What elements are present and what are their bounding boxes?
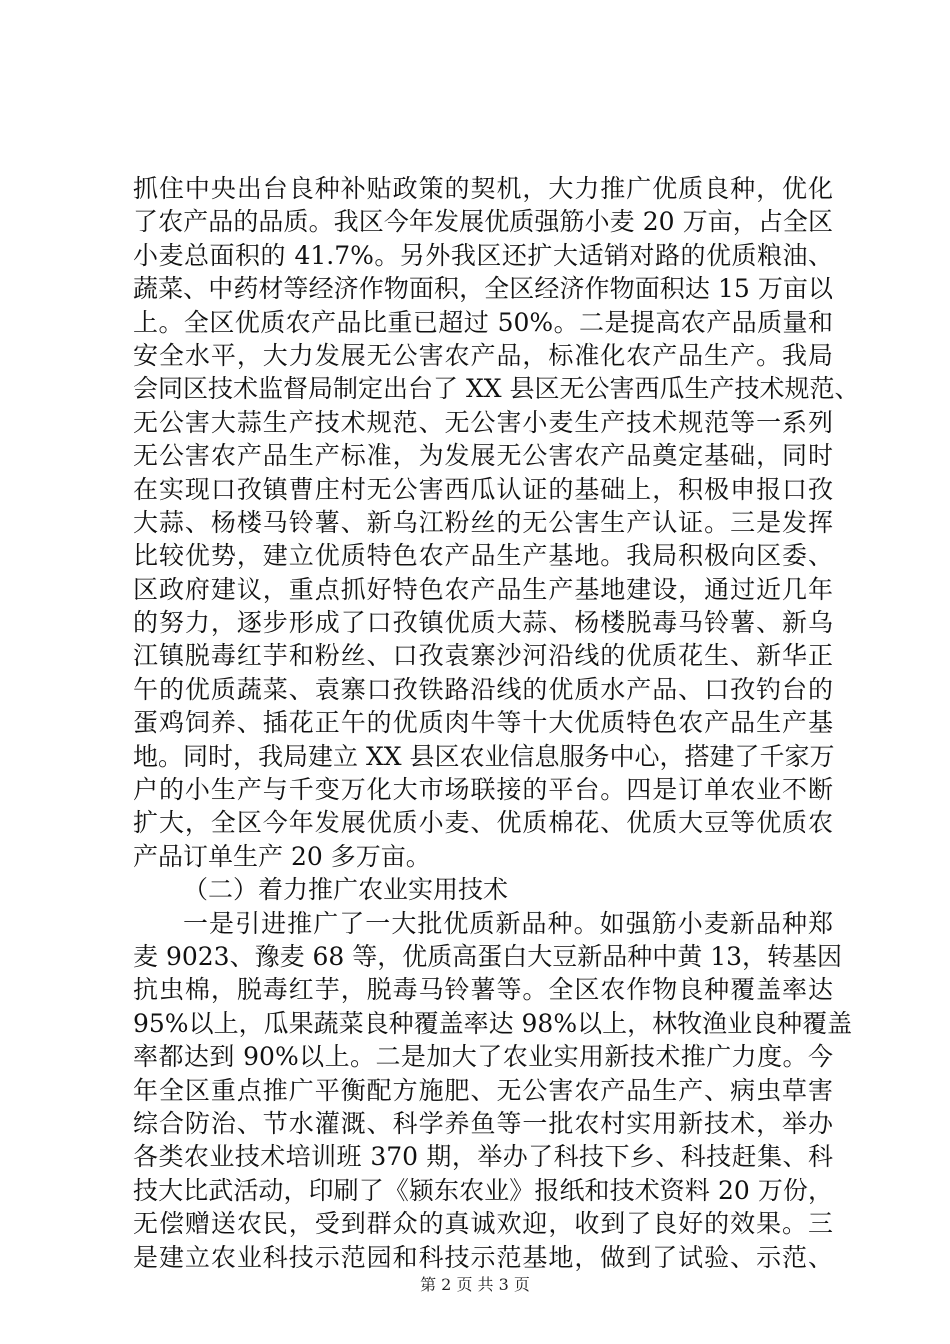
- text-line: 蔬菜、中药材等经济作物面积，全区经济作物面积达 15 万亩以: [133, 274, 833, 304]
- text-line: 抓住中央出台良种补贴政策的契机，大力推广优质良种，优化: [133, 174, 833, 203]
- text-line: 综合防治、节水灌溉、科学养鱼等一批农村实用新技术，举办: [133, 1108, 833, 1138]
- text-line: 安全水平，大力发展无公害农产品，标准化农产品生产。我局: [133, 340, 833, 370]
- text-line: 麦 9023、豫麦 68 等，优质高蛋白大豆新品种中黄 13，转基因: [133, 941, 843, 971]
- text-line: 会同区技术监督局制定出台了 XX 县区无公害西瓜生产技术规范、: [133, 374, 860, 404]
- text-line: 地。同时，我局建立 XX 县区农业信息服务中心，搭建了千家万: [133, 741, 835, 771]
- text-line: 区政府建议，重点抓好特色农产品生产基地建设，通过近几年: [133, 574, 833, 604]
- text-line: 是建立农业科技示范园和科技示范基地，做到了试验、示范、: [133, 1242, 833, 1272]
- text-line: 比较优势，建立优质特色农产品生产基地。我局积极向区委、: [133, 541, 833, 571]
- paragraph-first-line: 一是引进推广了一大批优质新品种。如强筋小麦新品种郑: [183, 908, 833, 938]
- text-line: 技大比武活动，印刷了《颍东农业》报纸和技术资料 20 万份，: [133, 1175, 833, 1205]
- text-line: 大蒜、杨楼马铃薯、新乌江粉丝的无公害生产认证。三是发挥: [133, 507, 833, 537]
- text-line: 抗虫棉，脱毒红芋，脱毒马铃薯等。全区农作物良种覆盖率达: [133, 975, 833, 1005]
- text-line: 年全区重点推广平衡配方施肥、无公害农产品生产、病虫草害: [133, 1075, 833, 1105]
- text-line: 午的优质蔬菜、袁寨口孜铁路沿线的优质水产品、口孜钓台的: [133, 674, 833, 704]
- text-line: 户的小生产与千变万化大市场联接的平台。四是订单农业不断: [133, 775, 833, 805]
- text-line: 率都达到 90%以上。二是加大了农业实用新技术推广力度。今: [133, 1042, 833, 1072]
- section-heading: （二）着力推广农业实用技术: [183, 875, 509, 905]
- text-line: 蛋鸡饲养、插花正午的优质肉牛等十大优质特色农产品生产基: [133, 708, 833, 738]
- text-line: 小麦总面积的 41.7%。另外我区还扩大适销对路的优质粮油、: [133, 240, 833, 270]
- text-line: 了农产品的品质。我区今年发展优质强筋小麦 20 万亩，占全区: [133, 207, 833, 237]
- text-line: 江镇脱毒红芋和粉丝、口孜袁寨沙河沿线的优质花生、新华正: [133, 641, 833, 671]
- text-line: 扩大，全区今年发展优质小麦、优质棉花、优质大豆等优质农: [133, 808, 833, 838]
- body-text: [133, 172, 860, 1274]
- text-line: 95%以上，瓜果蔬菜良种覆盖率达 98%以上，林牧渔业良种覆盖: [133, 1008, 853, 1038]
- text-line: 上。全区优质农产品比重已超过 50%。二是提高农产品质量和: [133, 307, 833, 337]
- text-line: 的努力，逐步形成了口孜镇优质大蒜、杨楼脱毒马铃薯、新乌: [133, 608, 833, 638]
- text-line: 无偿赠送农民，受到群众的真诚欢迎，收到了良好的效果。三: [133, 1209, 833, 1239]
- text-line: 无公害大蒜生产技术规范、无公害小麦生产技术规范等一系列: [133, 407, 833, 437]
- text-line: 无公害农产品生产标准，为发展无公害农产品奠定基础，同时: [133, 441, 833, 471]
- page-number: 第 2 页 共 3 页: [420, 1275, 530, 1294]
- paragraph-end-line: 产品订单生产 20 多万亩。: [133, 841, 431, 871]
- text-line: 各类农业技术培训班 370 期，举办了科技下乡、科技赶集、科: [133, 1142, 833, 1172]
- text-line: 在实现口孜镇曹庄村无公害西瓜认证的基础上，积极申报口孜: [133, 474, 833, 504]
